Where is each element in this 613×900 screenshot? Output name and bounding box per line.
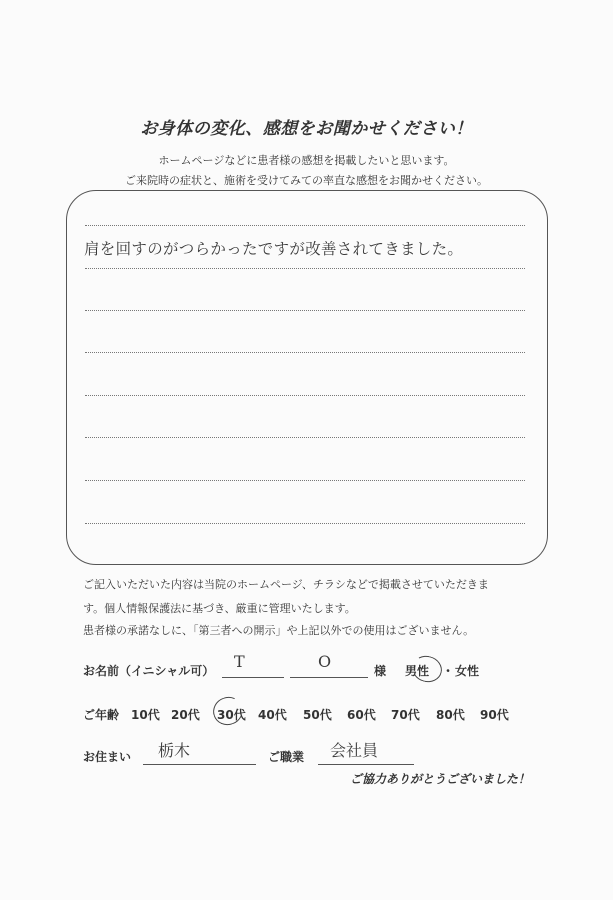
age-option: 10代: [131, 708, 160, 722]
privacy-notice-3: 患者様の承諾なしに、「第三者への開示」や上記以外での使用はございません。: [83, 624, 475, 637]
privacy-notice-1: ご記入いただいた内容は当院のホームページ、チラシなどで掲載させていただきま: [83, 578, 489, 591]
age-option: 80代: [436, 708, 465, 722]
occupation-value: 会社員: [330, 741, 379, 760]
gender-female: 女性: [455, 664, 480, 678]
age-option: 70代: [391, 708, 420, 722]
age-option: 90代: [480, 708, 509, 722]
comment-line: [85, 523, 525, 524]
form-subtitle-2: ご来院時の症状と、施術を受けてみての率直な感想をお聞かせください。: [125, 174, 488, 187]
gender-male: 男性: [405, 664, 430, 678]
name-underline-1: [222, 677, 284, 678]
comment-line: [85, 310, 525, 311]
age-option-selected: 30代: [217, 708, 246, 722]
handwritten-comment: 肩を回すのがつらかったですが改善されてきました。: [84, 240, 464, 258]
age-option: 50代: [303, 708, 332, 722]
comment-line: [85, 225, 525, 226]
gender-selection-mark: [409, 653, 445, 686]
name-initial-1: T: [234, 652, 245, 671]
comment-line: [85, 437, 525, 438]
address-underline: [143, 764, 256, 765]
comment-line: [85, 395, 525, 396]
comment-line: [85, 352, 525, 353]
honorific-label: 様: [374, 664, 387, 678]
name-initial-2: O: [318, 652, 332, 671]
occupation-underline: [318, 764, 414, 765]
address-value: 栃木: [158, 741, 191, 760]
form-title: お身体の変化、感想をお聞かせください！: [140, 119, 473, 139]
age-option: 20代: [171, 708, 200, 722]
thanks-message: ご協力ありがとうございました！: [350, 772, 531, 786]
comment-line: [85, 268, 525, 269]
gender-separator: ・: [442, 664, 455, 678]
comment-line: [85, 480, 525, 481]
age-selection-mark: [209, 693, 247, 730]
occupation-label: ご職業: [268, 750, 305, 764]
name-label: お名前（イニシャル可）: [83, 664, 215, 678]
name-underline-2: [290, 677, 368, 678]
age-option: 60代: [347, 708, 376, 722]
age-label: ご年齢: [83, 708, 120, 722]
address-label: お住まい: [83, 750, 132, 764]
form-subtitle-1: ホームページなどに患者様の感想を掲載したいと思います。: [158, 154, 455, 167]
age-option: 40代: [258, 708, 287, 722]
privacy-notice-2: す。個人情報保護法に基づき、厳重に管理いたします。: [83, 602, 356, 615]
